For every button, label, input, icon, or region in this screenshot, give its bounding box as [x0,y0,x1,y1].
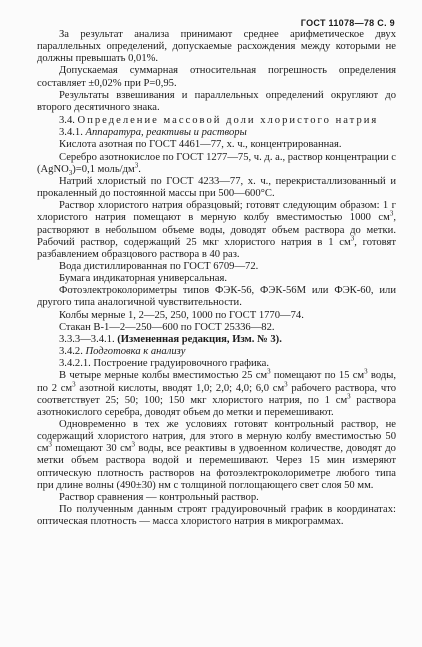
paragraph-distilled-water: Вода дистиллированная по ГОСТ 6709—72. [59,260,259,272]
paragraph-amendment: 3.3.3—3.4.1. (Измененная редакция, Изм. № 3). [59,333,282,345]
paragraph-rounding: Результаты взвешивания и параллельных определений округляют до второго десятичного знака. [37,89,396,113]
paragraph-result: За результат анализа принимают среднее арифметическое двух параллельных определений, допускаемые расхождения между которыми не должны превышать 0,01%. [37,29,396,65]
subsection-number: 3.4.1. [59,127,83,139]
section-heading-3-4 [37,115,396,127]
subsection-number: 3.4.2. [59,346,83,358]
amendment-note: (Измененная редакция, Изм. № 3). [117,333,282,345]
paragraph-photocolorimeters: Фотоэлектроколориметры типов ФЭК-56, ФЭК-56М или ФЭК-60, или другого типа аналогичной чувствительности. [37,285,396,309]
paragraph-nitric-acid: Кислота азотная по ГОСТ 4461—77, х. ч., концентрированная. [59,139,342,151]
subsection-heading-3-4-1 [37,127,396,139]
subsection-heading-3-4-2 [37,346,396,358]
paragraph-error: Допускаемая суммарная относительная погрешность определения составляет ±0,02% при P=0,95. [37,65,396,89]
paragraph-calibration-graph: 3.4.2.1. Построение градуировочного графика. [59,358,269,370]
subsection-title: Аппаратура, реактивы и растворы [85,127,247,139]
paragraph-flasks: Колбы мерные 1, 2—25, 250, 1000 по ГОСТ 1770—74. [59,309,304,321]
subsection-title: Подготовка к анализу [85,346,186,358]
paragraph-graph-axes: По полученным данным строят градуировочный график в координатах: оптическая плотность — масса хлористого натрия в микрограммах. [37,504,396,528]
paragraph-reference: Раствор сравнения — контрольный раствор. [59,491,259,503]
paragraph-sodium-chloride: Натрий хлористый по ГОСТ 4233—77, х. ч., перекристаллизованный и прокаленный до постоянной массы при 500—600°С. [37,175,396,200]
paragraph-control-solution: Одновременно в тех же условиях готовят контрольный раствор, не содержащий хлористого натрия, для этого в мерную колбу вместимостью 50 $см^3$ помещают 30 $см^3$ воды, все реактивы в удвоенном количестве, доводят до метки объем раствора водой и перемешивают. Через 15 мин измеряют оптическую плотность растворов на фотоэлектроколориметре любого типа при длине волны (490±30) нм с толщиной поглощающего свет слоя 50 мм. [37,419,396,491]
paragraph-indicator-paper: Бумага индикаторная универсальная. [59,273,228,285]
paragraph-silver-nitrate: Серебро азотнокислое по ГОСТ 1277—75, ч. д. а., раствор концентрации с (AgNO$_3$)=0,1 моль/$дм^3$. [37,151,396,177]
paragraph-reference-solution: Раствор хлористого натрия образцовый; готовят следующим образом: 1 г хлористого натрия помещают в мерную колбу вместимостью 1000 $см^3$, растворяют в небольшом объеме воды, доводят объем раствора до метки. Рабочий раствор, содержащий 25 мкг хлористого натрия в 1 $см^3$, готовят разбавлением образцового раствора в 40 раз. [37,200,397,260]
paragraph-beaker: Стакан В-1—2—250—600 по ГОСТ 25336—82. [59,321,275,333]
page-header: ГОСТ 11078—78 С. 9 [300,18,395,28]
section-number: 3.4. [59,115,75,127]
section-title: Определение массовой доли хлористого натрия [77,115,379,127]
body-text [37,29,396,528]
paragraph-four-flasks: В четыре мерные колбы вместимостью 25 $см^3$ помещают по 15 $см^3$ воды, по 2 $см^3$ азотной кислоты, вводят 1,0; 2,0; 4,0; 6,0 $см^3$ рабочего раствора, что соответствует 25; 50; 100; 150 мкг хлористого натрия, по 1 $см^3$ раствора азотнокислого серебра, доводят объем до метки и перемешивают. [37,367,396,418]
